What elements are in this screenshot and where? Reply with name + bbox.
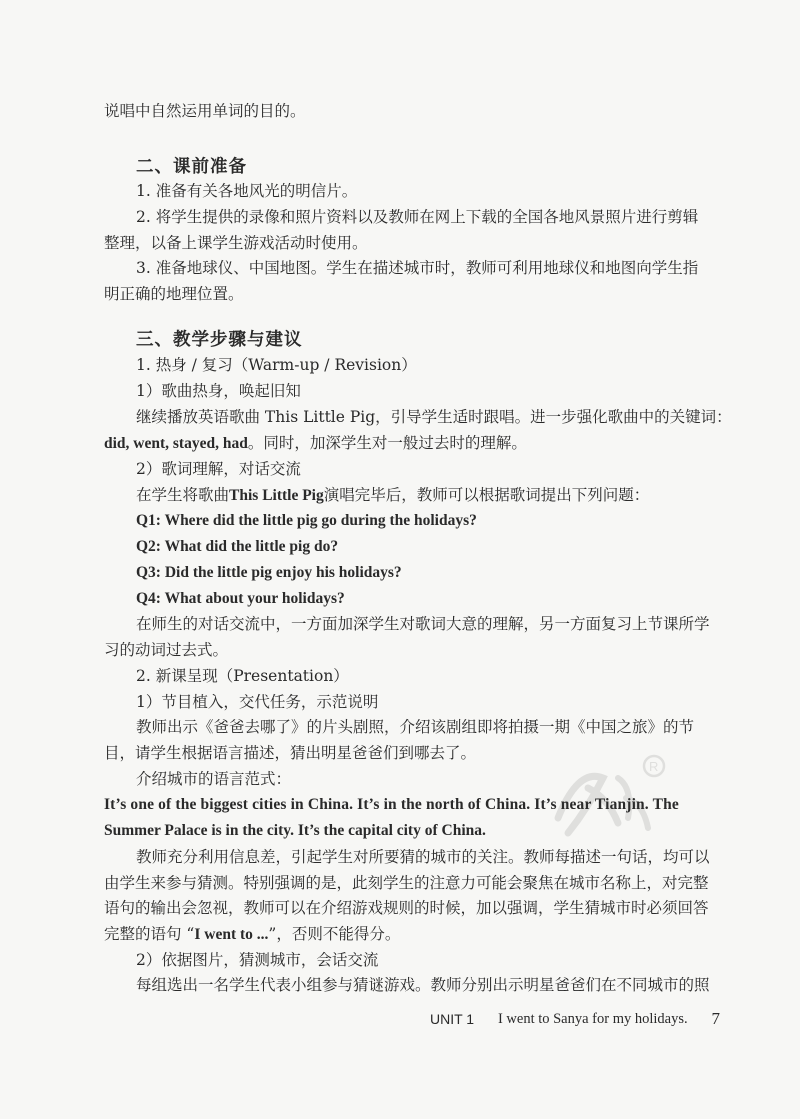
model-intro: 介绍城市的语言范式： — [136, 770, 292, 788]
step-1-sub-2-para — [136, 484, 726, 507]
step-1-sub-1-para-line-2 — [104, 432, 724, 455]
question-1: Q1: Where did the little pig go during the holidays? — [136, 512, 477, 529]
prep-item-1: 1. 准备有关各地风光的明信片。 — [136, 182, 358, 200]
model-sentence-line-1: It’s one of the biggest cities in China. It’s in the north of China. It’s near Tianjin. The — [104, 796, 679, 813]
step-2-sub-2: 2）依据图片，猜测城市，会话交流 — [136, 951, 379, 969]
song-title: This Little Pig — [229, 487, 324, 504]
step-1-sub-2: 2）歌词理解，对话交流 — [136, 460, 301, 478]
step-1-sub-1-para-line-1: 继续播放英语歌曲 This Little Pig，引导学生适时跟唱。进一步强化歌曲中的关键词： — [136, 408, 732, 426]
step-2-sub-1: 1）节目植入，交代任务，示范说明 — [136, 693, 379, 711]
step-2-title: 2. 新课呈现（Presentation） — [136, 667, 349, 685]
para-text-pre: 完整的语句 “ — [104, 925, 195, 943]
step-1-title: 1. 热身 / 复习（Warm-up / Revision） — [136, 356, 417, 374]
step-1-sub-1: 1）歌曲热身，唤起旧知 — [136, 382, 301, 400]
prep-item-3-line-1: 3. 准备地球仪、中国地图。学生在描述城市时，教师可利用地球仪和地图向学生指 — [136, 259, 699, 277]
question-3: Q3: Did the little pig enjoy his holidays? — [136, 564, 402, 581]
prep-item-2-line-2: 整理，以备上课学生游戏活动时使用。 — [104, 234, 368, 252]
model-sentence-line-2: Summer Palace is in the city. It’s the capital city of China. — [104, 822, 486, 839]
question-4: Q4: What about your holidays? — [136, 590, 345, 607]
para-text: 。同时，加深学生对一般过去时的理解。 — [247, 434, 527, 452]
svg-text:R: R — [649, 759, 659, 774]
para-text-post: 演唱完毕后，教师可以根据歌词提出下列问题： — [323, 486, 650, 504]
unit-title: I went to Sanya for my holidays. — [497, 1011, 688, 1027]
info-gap-para-line-3: 语句的输出会忽视，教师可以在介绍游戏规则的时候，加以强调，学生猜城市时必须回答 — [104, 899, 709, 917]
unit-label: UNIT 1 — [430, 1011, 475, 1027]
info-gap-para-line-1: 教师充分利用信息差，引起学生对所要猜的城市的关注。教师每描述一句话，均可以 — [136, 848, 710, 866]
question-2: Q2: What did the little pig do? — [136, 538, 339, 555]
prep-item-2-line-1: 2. 将学生提供的录像和照片资料以及教师在网上下载的全国各地风景照片进行剪辑 — [136, 208, 699, 226]
required-phrase: I went to ... — [194, 926, 269, 943]
section-2-heading: 二、课前准备 — [136, 157, 247, 177]
para-text-post: ”，否则不能得分。 — [268, 925, 401, 943]
step-2-sub-1-para-line-2: 目，请学生根据语言描述，猜出明星爸爸们到哪去了。 — [104, 744, 477, 762]
step-2-sub-1-para-line-1: 教师出示《爸爸去哪了》的片头剧照，介绍该剧组即将拍摄一期《中国之旅》的节 — [136, 718, 695, 736]
prep-item-3-line-2: 明正确的地理位置。 — [104, 285, 244, 303]
page-footer — [430, 1009, 720, 1029]
info-gap-para-line-2: 由学生来参与猜测。特别强调的是，此刻学生的注意力可能会聚焦在城市名称上，对完整 — [104, 874, 709, 892]
page-number: 7 — [711, 1009, 720, 1028]
dialogue-para-line-1: 在师生的对话交流中，一方面加深学生对歌词大意的理解，另一方面复习上节课所学 — [136, 615, 710, 633]
info-gap-para-line-4 — [104, 923, 724, 946]
para-text-pre: 在学生将歌曲 — [136, 486, 230, 504]
section-3-heading: 三、教学步骤与建议 — [136, 330, 303, 350]
step-2-sub-2-para: 每组选出一名学生代表小组参与猜谜游戏。教师分别出示明星爸爸们在不同城市的照 — [136, 976, 710, 994]
continued-paragraph-line: 说唱中自然运用单词的目的。 — [104, 102, 306, 120]
dialogue-para-line-2: 习的动词过去式。 — [104, 641, 229, 659]
key-words: did, went, stayed, had — [104, 435, 248, 452]
